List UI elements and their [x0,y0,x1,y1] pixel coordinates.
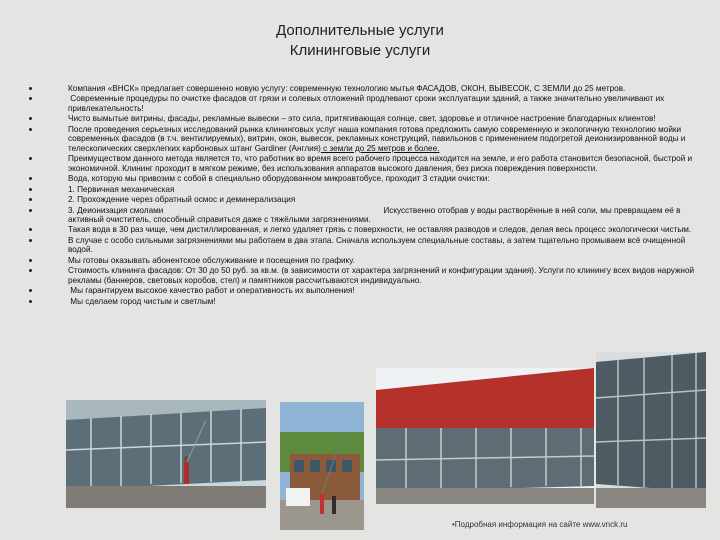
list-item: Мы готовы оказывать абонентское обслуживание и посещения по графику. [20,256,710,266]
underlined-highlight: с земли до 25 метров и более. [320,143,440,153]
list-item: После проведения серьезных исследований рынка клининговых услуг наша компания готова предложить самую современную и экологичную технологию мойки современных фасадов (в т.ч. вентилируемых), витрин, окон, вывесок, рекламных конструкций, павильонов с применением подогретой деионизированной воды и телескопических сверхлегких карбоновых штанг Gardiner (Англия) с земли до 25 метров и более. [20,125,710,154]
list-item: Такая вода в 30 раз чище, чем дистиллированная, и легко удаляет грязь с поверхности, не оставляя разводов и следов, делая весь процесс экологически чистым. [20,225,710,235]
list-item: Современные процедуры по очистке фасадов от грязи и солевых отложений продлевают сроки эксплуатации зданий, а также значительно увеличивают их привлекательность! [20,94,710,113]
facade-photo-storefront [66,400,266,508]
bullet-icon [29,188,32,191]
list-item: 3. Деионизация смолами Искусственно отобрав у воды растворённые в ней соли, мы превращаем её в активный очиститель, способный справиться даже с тяжёлыми загрязнениями. [20,206,710,225]
bullet-icon [29,289,32,292]
list-item: 1. Первичная механическая [20,185,710,195]
bullet-icon [29,228,32,231]
list-item: 2. Прохождение через обратный осмос и деминерализация [20,195,710,205]
bullet-icon [29,177,32,180]
page-subtitle: Клининговые услуги [289,42,431,59]
bullet-icon [29,198,32,201]
bullet-icon [29,259,32,262]
bullet-icon [29,209,32,212]
list-item: В случае с особо сильными загрязнениями мы работаем в два этапа. Сначала используем специальные составы, а затем тщательно промываем всё очищенной водой. [20,236,710,255]
list-item: Стоимость клининга фасадов: От 30 до 50 руб. за кв.м. (в зависимости от характера загрязнений и конфигурации здания). Услуги по клинингу всех видов наружной рекламы (баннеров, световых коробов, стел) и памятников рассчитываются индивидуально. [20,266,710,285]
page-title: Дополнительные услуги [276,22,444,39]
bullet-icon [29,269,32,272]
bullet-icon [29,87,32,90]
bullet-icon [29,97,32,100]
list-item: Вода, которую мы привозим с собой в специально оборудованном микроавтобусе, проходит 3 стадии очистки: [20,174,710,184]
facade-photo-workers [280,402,364,530]
list-item: Преимуществом данного метода является то, что работник во время всего рабочего процесса находится на земле, и его работа становится безопасной, быстрой и экономичной. Клининг проходит в мягком режиме, без использования аппаратов высокого давления, без риска повреждения поверхности. [20,154,710,173]
services-bullet-list [20,84,710,307]
list-item: Компания «ВНСК» предлагает совершенно новую услугу: современную технологию мытья ФАСАДОВ, ОКОН, ВЫВЕСОК, С ЗЕМЛИ до 25 метров. [20,84,710,94]
bullet-icon [29,128,32,131]
bullet-icon [29,300,32,303]
bullet-icon [29,239,32,242]
list-item: Мы сделаем город чистым и светлым! [20,297,710,307]
bullet-icon [29,157,32,160]
facade-photo-building [376,368,594,504]
list-item: Чисто вымытые витрины, фасады, рекламные вывески – это сила, притягивающая солнце, свет, здоровье и отличное настроение благодарных клиентов! [20,114,710,124]
footer-website-note: •Подробная информация на сайте www.vnck.ru [452,520,628,529]
bullet-icon [29,117,32,120]
list-item: Мы гарантируем высокое качество работ и оперативность их выполнения! [20,286,710,296]
facade-photo-glass [596,352,706,508]
